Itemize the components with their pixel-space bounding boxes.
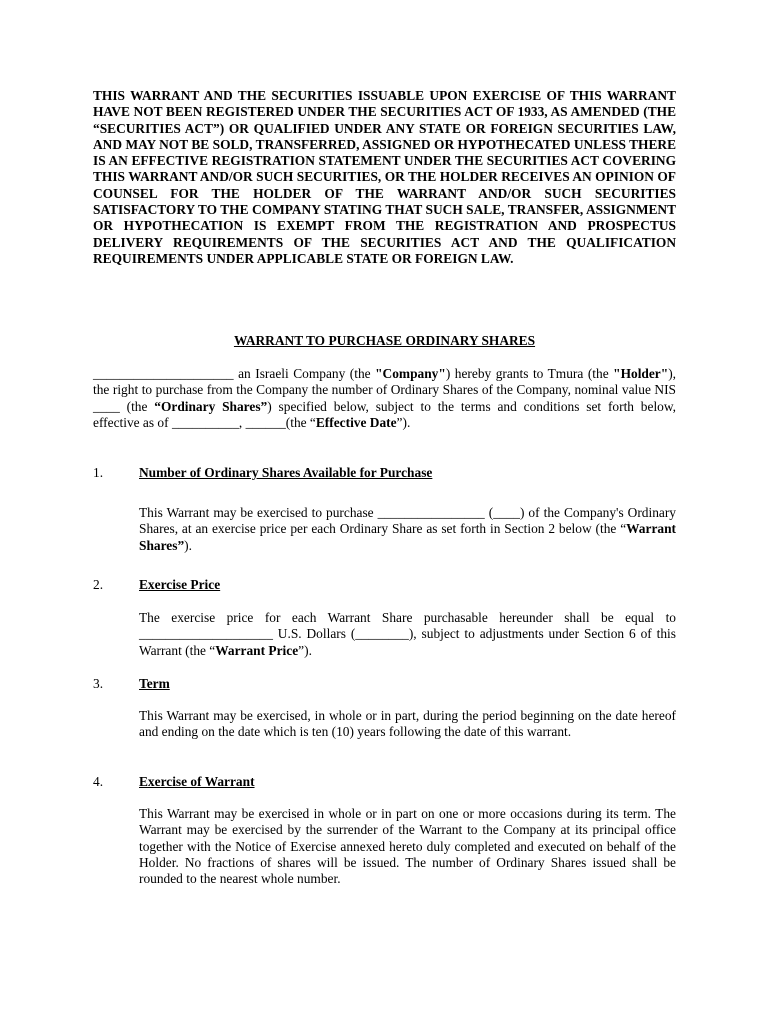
effective-date-defined-term: Effective Date [315,414,397,430]
securities-legend: THIS WARRANT AND THE SECURITIES ISSUABLE UPON EXERCISE OF THIS WARRANT HAVE NOT BEEN REGISTERED UNDER THE SECURITIES ACT OF 1933, AS AMENDED (THE “SECURITIES ACT”) OR QUALIFIED UNDER ANY STATE OR FOREIGN SECURITIES LAW, AND MAY NOT BE SOLD, TRANSFERRED, ASSIGNED OR HYPOTHECATED UNLESS THERE IS AN EFFECTIVE REGISTRATION STATEMENT UNDER THE SECURITIES ACT COVERING THIS WARRANT AND/OR SUCH SECURITIES, OR THE HOLDER RECEIVES AN OPINION OF COUNSEL FOR THE HOLDER OF THE WARRANT AND/OR SUCH SECURITIES SATISFACTORY TO THE COMPANY STATING THAT SUCH SALE, TRANSFER, ASSIGNMENT OR HYPOTHECATION IS EXEMPT FROM THE REGISTRATION AND PROSPECTUS DELIVERY REQUIREMENTS OF THE SECURITIES ACT AND THE QUALIFICATION REQUIREMENTS UNDER APPLICABLE STATE OR FOREIGN LAW. [93,88,676,266]
intro-text-3: ), the right to purchase from the Company the number of Ordinary Shares of the Company, nominal value NIS ____ (the [93,366,677,414]
section-heading: Exercise of Warrant [139,774,255,789]
company-defined-term: "Company" [375,366,446,381]
section-text: This Warrant may be exercised to purchase ________________ (____) of the Company's Ordinary Shares, at an exercise price per each Ordinary Share as set forth in Section 2 below (the “ [139,505,676,537]
section-number: 1. [93,465,104,480]
intro-paragraph [93,366,676,431]
ordinary-shares-defined-term: “Ordinary Shares” [154,398,268,414]
section-body [139,505,676,554]
document-page [93,88,677,887]
section-body: This Warrant may be exercised in whole or in part on one or more occasions during its term. The Warrant may be exercised by the surrender of the Warrant to the Company at its principal office together with the Notice of Exercise annexed hereto duly completed and executed on behalf of the Holder. No fractions of shares will be issued. The number of Ordinary Shares issued shall be rounded to the nearest whole number. [139,806,676,887]
section-heading: Term [139,676,170,691]
warrant-price-defined-term: Warrant Price [215,642,299,658]
section-heading: Number of Ordinary Shares Available for Purchase [139,465,433,480]
intro-text-1: _____________________ an Israeli Company (the [93,366,376,381]
section-text-end: ). [184,537,192,553]
intro-text-5: ”). [396,414,411,430]
holder-defined-term: "Holder" [613,366,669,381]
intro-text-2: ) hereby grants to Tmura (the [445,366,614,381]
warrant-shares-defined-term: Warrant Shares” [139,521,676,553]
section-heading: Exercise Price [139,577,221,592]
section-body: This Warrant may be exercised, in whole or in part, during the period beginning on the date hereof and ending on the date which is ten (10) years following the date of this warrant. [139,708,676,740]
document-title: WARRANT TO PURCHASE ORDINARY SHARES [233,333,536,348]
section-text: The exercise price for each Warrant Share purchasable hereunder shall be equal to ____________________ U.S. Dollars (________), subject to adjustments under Section 6 of this Warrant (the “ [139,610,676,658]
section-text-end: ”). [298,642,312,658]
section-number: 3. [93,676,104,691]
section-number: 4. [93,774,104,789]
section-body [139,610,676,659]
section-number: 2. [93,577,104,592]
intro-text-4: ) specified below, subject to the terms and conditions set forth below, effective as of __________, ______(the “ [93,398,677,430]
